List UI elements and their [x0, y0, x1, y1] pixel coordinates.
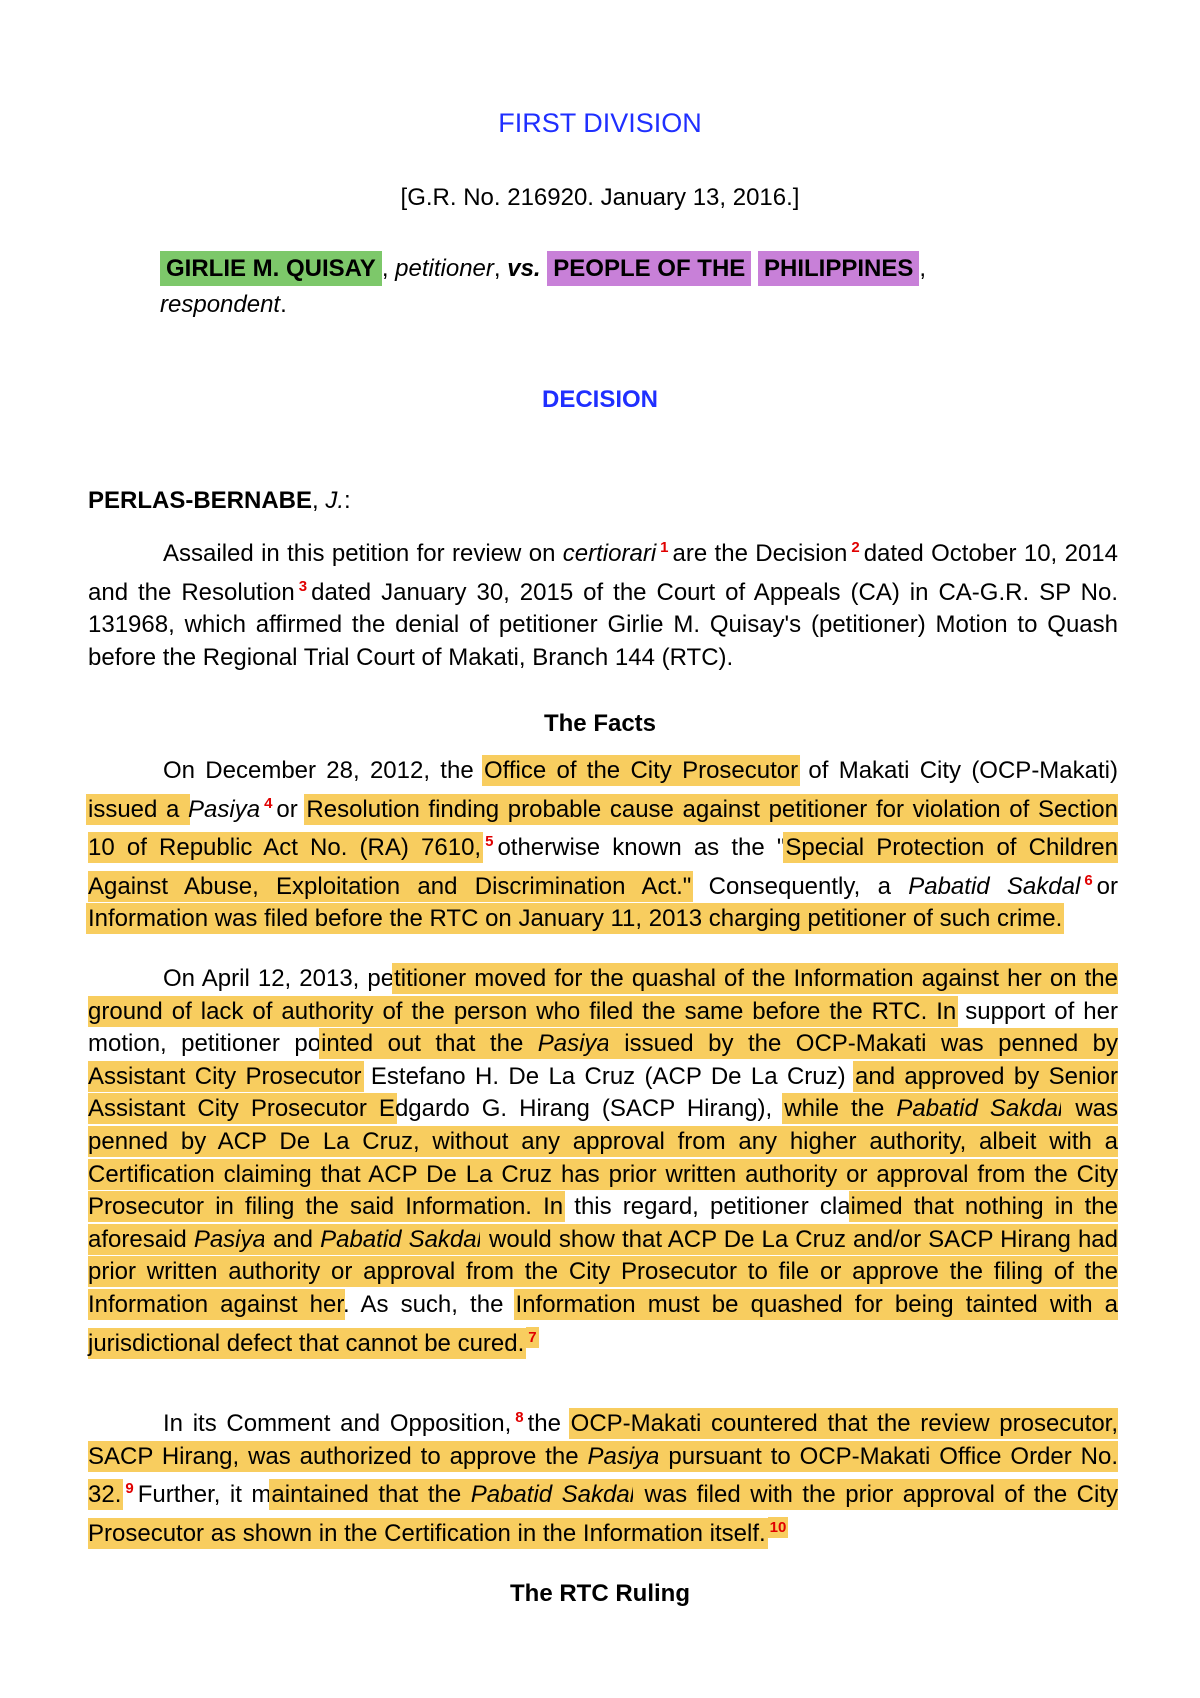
text-run: or [276, 795, 307, 823]
footnote-ref-2[interactable]: 2 [851, 539, 860, 556]
text-run: Assailed in this petition for review on [163, 540, 563, 567]
highlighted-text: aintained that the [271, 1481, 471, 1509]
footnote-ref-6[interactable]: 6 [1084, 871, 1093, 889]
footnote-ref-9[interactable]: 9 [125, 1480, 134, 1498]
footnote-ref-1[interactable]: 1 [660, 539, 669, 556]
highlighted-text: Pabatid Sakdal [470, 1481, 635, 1509]
respondent-name: PEOPLE OF THE [547, 251, 751, 286]
highlighted-text: issued by the OCP-Makati was penned by Assistant City Prosecutor [88, 1030, 1118, 1090]
text-run: of Makati City (OCP-Makati) [798, 757, 1118, 784]
respondent-role: respondent [160, 291, 281, 318]
highlighted-text: while the [784, 1095, 897, 1123]
paragraph [88, 1402, 1118, 1550]
highlighted-text: pursuant to OCP-Makati Office Order No. 32. [88, 1442, 1118, 1509]
text-run: dated October 10, 2014 and the Resolution [88, 540, 1118, 606]
text-run: Further, it m [137, 1481, 272, 1509]
highlighted-text: Information must be quashed for being tainted with a jurisdictional defect that cannot be cured. [88, 1290, 1119, 1357]
paragraph [88, 532, 1118, 674]
footnote-ref-10[interactable]: 10 [769, 1518, 787, 1536]
text-run: or [1096, 872, 1118, 900]
highlighted-text: imed that nothing in the aforesaid [88, 1193, 1118, 1253]
highlighted-text: OCP-Makati countered that the review prosecutor, SACP Hirang, was authorized to approve the [88, 1410, 1119, 1470]
highlighted-text: Pasiya [587, 1442, 660, 1470]
versus: vs. [507, 255, 541, 282]
ponente-title: J. [325, 487, 345, 514]
text-run: In its Comment and Opposition, [163, 1410, 512, 1437]
case-parties: GIRLIE M. QUISAY , petitioner, vs. PEOPLE OF THE PHILIPPINES , respondent. [160, 251, 1070, 323]
highlighted-text: Special Protection of Children Against Abuse, Exploitation and Discrimination Act." [88, 834, 1118, 900]
footnote-ref-8[interactable]: 8 [515, 1409, 524, 1426]
footnote-ref-3[interactable]: 3 [298, 577, 308, 595]
division-title: FIRST DIVISION [498, 108, 702, 138]
highlighted-text: and approved by Senior Assistant City Prosecutor E [88, 1062, 1118, 1123]
paragraph [88, 755, 1118, 936]
text-run: Pasiya [188, 795, 261, 823]
highlighted-text: Pasiya [537, 1030, 610, 1058]
text-run: Consequently, a [691, 872, 909, 900]
paragraph [88, 963, 1118, 1360]
footnote-ref-5[interactable]: 5 [485, 833, 494, 851]
highlighted-text: would show that ACP De La Cruz and/or SACP Hirang had prior written authority or approval from the City Prosecutor to file or approve the filing of the Information against her [88, 1225, 1119, 1318]
text-run: On April 12, 2013, pe [163, 965, 395, 992]
respondent-name-cont: PHILIPPINES [758, 251, 919, 286]
highlighted-text: Pabatid Sakdal [896, 1095, 1064, 1123]
text-run: certiorari [562, 540, 657, 567]
decision-heading: DECISION [541, 386, 658, 413]
highlighted-text: and [265, 1225, 321, 1253]
highlighted-text: Pasiya [193, 1225, 266, 1253]
highlighted-text: Information was filed before the RTC on January 11, 2013 charging petitioner of such crime. [88, 905, 1063, 933]
heading-facts: The Facts [543, 710, 657, 737]
text-run: this regard, petitioner cla [563, 1193, 851, 1221]
text-run: dated January 30, 2015 of the Court of Appeals (CA) in CA-G.R. SP No. 131968, which affirmed the denial of petitioner Girlie M. Quisay's (petitioner) Motion to Quash before the Regional Trial Court of Makati, Branch 144 (RTC). [88, 578, 1118, 671]
highlighted-text: inted out that the [321, 1030, 538, 1058]
text-run: the [527, 1410, 571, 1437]
text-run: Estefano H. De La Cruz (ACP De La Cruz) [361, 1062, 856, 1090]
text-run: are the Decision [672, 540, 848, 567]
heading-rtc-ruling: The RTC Ruling [510, 1580, 690, 1607]
ponente-name: PERLAS-BERNABE [88, 487, 313, 514]
text-run: . As such, the [343, 1290, 516, 1318]
petitioner-role: petitioner [395, 255, 494, 282]
ponente: PERLAS-BERNABE, J.: [88, 487, 351, 514]
text-run: On December 28, 2012, the [163, 757, 484, 784]
highlighted-text: Pabatid Sakdal [320, 1225, 482, 1253]
highlighted-text: issued a [88, 795, 189, 823]
highlighted-text: Resolution finding probable cause against petitioner for violation of Section 10 of Republic Act No. (RA) 7610, [88, 795, 1118, 862]
text-run: support of her motion, petitioner po [88, 997, 1118, 1058]
highlighted-text: was filed with the prior approval of the City Prosecutor as shown in the Certification in the Information itself. [88, 1481, 1118, 1547]
text-run: otherwise known as the " [497, 834, 786, 862]
highlighted-text: titioner moved for the quashal of the Information against her on the ground of lack of authority of the person who filed the same before the RTC. In [88, 965, 1118, 1025]
footnote-ref-7[interactable]: 7 [528, 1328, 537, 1346]
text-run: Pabatid Sakdal [908, 872, 1081, 900]
footnote-ref-4[interactable]: 4 [264, 794, 273, 812]
petitioner-name: GIRLIE M. QUISAY [160, 251, 382, 286]
case-number: [G.R. No. 216920. January 13, 2016.] [400, 184, 800, 211]
highlighted-text: Office of the City Prosecutor [483, 757, 799, 784]
text-run: dgardo G. Hirang (SACP Hirang), [394, 1095, 785, 1123]
highlighted-text: was penned by ACP De La Cruz, without any approval from any higher authority, albeit with a Certification claiming that ACP De La Cruz has prior written authority or approval from the City Prosecutor in filing the said Information. In [88, 1095, 1118, 1221]
